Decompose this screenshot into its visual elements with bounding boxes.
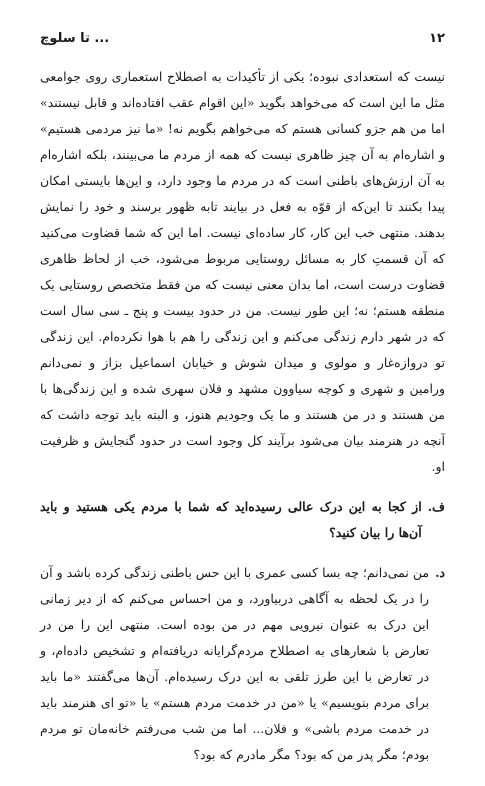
page-number: ۱۲ bbox=[429, 30, 445, 46]
body-paragraph: نیست که استعدادی نبوده؛ یکی از تأکیدات به اصطلاح استعماری روی جوامعی مثل ما این است که می‌خواهد بگوید «این اقوام عقب افتاده‌اند و قابل نیستند» اما من هم جزو کسانی هستم که می‌خواهم بگویم نه! «ما نیز مردمی هستیم» و اشاره‌ام به آن چیز ظاهری نیست که همه از مردم ما می‌بینند، بلکه اشاره‌ام به آن ارزش‌های باطنی است که در مردم ما وجود دارد، و این‌ها بایستی امکان پیدا بکنند تا این‌که از قوّه به فعل در بیایند تابه ظهور برسند و خود را نمایش بدهند. منتهی خب این کار، کار ساده‌ای نیست. اما این که شما قضاوت می‌کنید که آن قسمتِ کار به مسائل روستایی مربوط می‌شود، خب از لحاظ ظاهری قضاوت درست است، اما بدان معنی نیست که من فقط متخصص روستایی یک منطقه هستم؛ نه؛ این طور نیست. من در حدود بیست و پنج ـ سی سال است که در شهر دارم زندگی می‌کنم و این زندگی را هم با هوا نکرده‌ام. این زندگی تو دروازه‌غار و مولوی و میدان شوش و خیابان اسماعیل بزاز و نمی‌دانم ورامین و شهری و کوچه سیاوون مشهد و فلان سهری شده و این زندگی‌ها با من هستند و در من هستند و ما یک وجودیم هنوز، و البته باید توجه داشت که آنچه در هنرمند بیان می‌شود برآیند کل وجود است در حدود گنجایش و ظرفیت او. bbox=[40, 69, 445, 474]
running-title: ... تا سلوچ bbox=[40, 30, 110, 46]
page-header bbox=[40, 26, 445, 50]
answer-marker: د. bbox=[435, 565, 445, 580]
interview-answer bbox=[40, 560, 445, 768]
body-text bbox=[40, 64, 445, 768]
question-marker: ف. bbox=[427, 499, 445, 514]
answer-text: من نمی‌دانم؛ چه بسا کسی عمری با این حس باطنی زندگی کرده باشد و آن را در یک لحظه به آگاهی دربیاورد، و من احساس می‌کنم که از دیر زمانی این درک به عنوان نیرویی مهم در من بوده است. منتهی این را من در تعارض با شعارهای به اصطلاح مردم‌گرایانه دریافته‌ام و تشخیص داده‌ام، و در تعارض با این طرز تلقی به این درک رسیده‌ام. آن‌ها می‌گفتند «ما باید برای مردم بنویسیم» یا «من در خدمت مردم هستم» یا «تو ای هنرمند باید در خدمت مردم باشی» و فلان... اما من شب می‌رفتم خانه‌مان تو مردم بودم؛ مگر پدر من که بود؟ مگر مادرم که بود؟ bbox=[40, 565, 430, 762]
interview-question bbox=[40, 494, 445, 546]
question-text: از کجا به این درک عالی رسیده‌اید که شما با مردم یکی هستید و باید آن‌ها را بیان کنید؟ bbox=[40, 499, 422, 540]
